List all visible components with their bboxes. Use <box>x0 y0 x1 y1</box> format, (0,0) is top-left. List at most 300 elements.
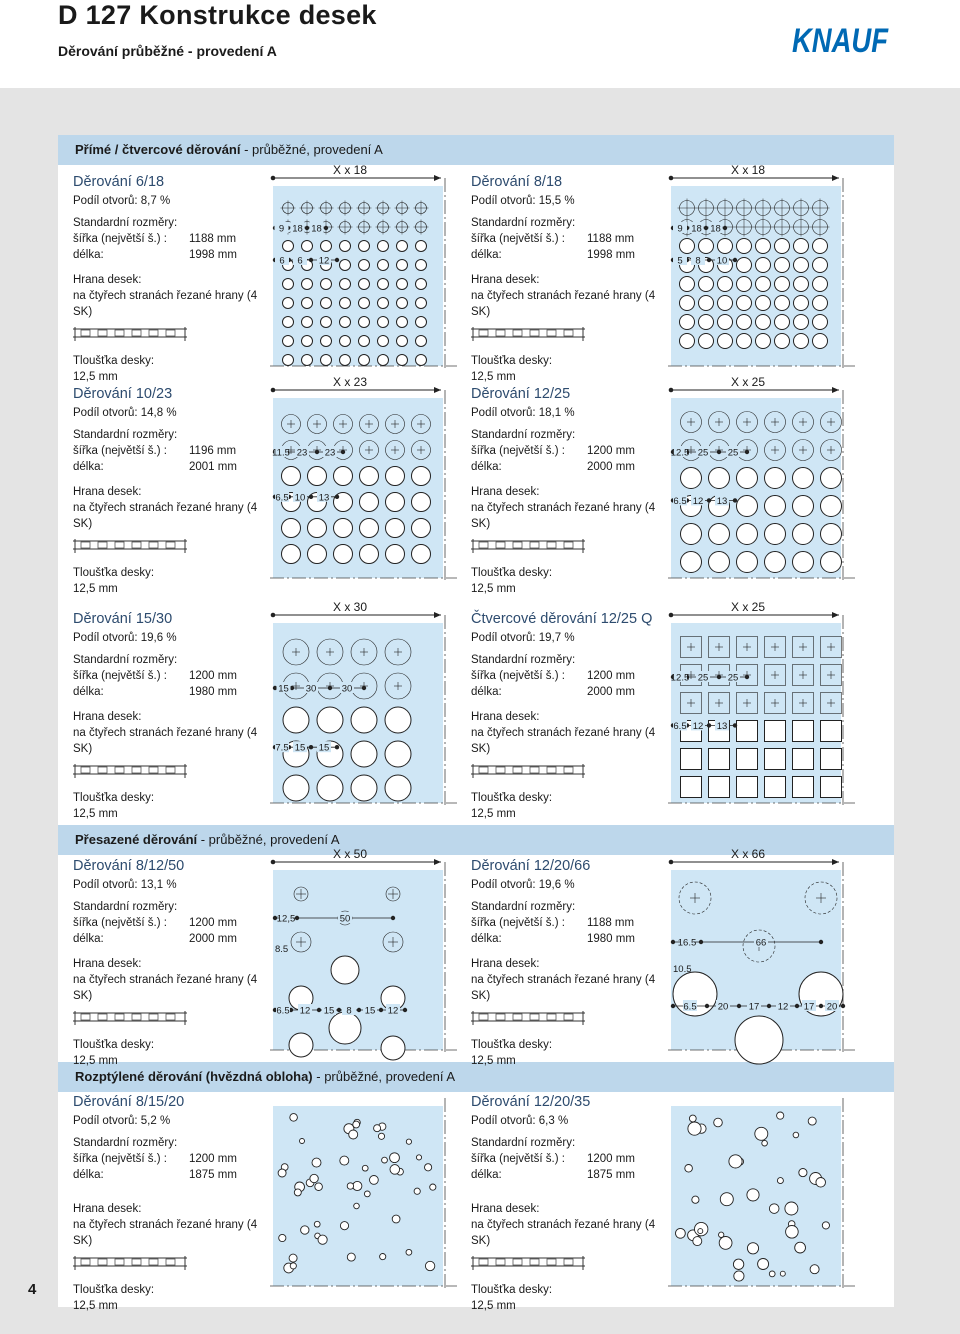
hole <box>283 336 294 347</box>
hole <box>289 1033 313 1057</box>
x-label: X x 66 <box>731 847 766 861</box>
width-label: šířka (největší š.) : <box>73 917 167 929</box>
square-hole <box>821 777 842 798</box>
hole <box>283 279 294 290</box>
hole <box>321 298 332 309</box>
scatter-hole <box>347 1253 355 1261</box>
hole <box>775 315 790 330</box>
dim-label: 8 <box>346 1005 352 1017</box>
hole <box>756 239 771 254</box>
standard-dimensions-label: Standardní rozměry: <box>73 654 178 666</box>
dim-label: 18 <box>311 223 322 235</box>
hole <box>282 467 301 486</box>
edge-label: Hrana desek: <box>471 486 540 498</box>
hole <box>378 355 389 366</box>
hole <box>813 239 828 254</box>
spacer <box>73 1183 263 1201</box>
scatter-hole <box>430 1184 436 1190</box>
hole <box>680 334 695 349</box>
hole <box>321 317 332 328</box>
hole <box>737 239 752 254</box>
section-title: Přímé / čtvercové děrování <box>75 142 241 157</box>
length-row <box>471 1167 661 1183</box>
arrow-dot <box>271 613 276 618</box>
length-label: délka: <box>73 461 104 473</box>
section-rest: - průběžné, provedení A <box>312 1069 456 1084</box>
hole <box>386 545 405 564</box>
dim-label: 12 <box>387 1005 399 1017</box>
length-label: délka: <box>471 933 502 945</box>
hole <box>340 298 351 309</box>
scatter-hole <box>795 1242 806 1253</box>
hole <box>737 552 758 573</box>
perforation-name: Děrování 12/20/66 <box>471 858 591 874</box>
hole <box>737 277 752 292</box>
edge-profile-icon <box>471 1010 585 1026</box>
length-label: délka: <box>73 1169 104 1181</box>
hole <box>699 315 714 330</box>
scatter-hole <box>301 1226 309 1234</box>
hole <box>765 468 786 489</box>
length-value: 1998 mm <box>587 249 635 261</box>
section-bar-straight <box>58 135 894 165</box>
hole <box>775 296 790 311</box>
hole <box>794 334 809 349</box>
hole <box>709 524 730 545</box>
standard-dimensions-label: Standardní rozměry: <box>471 901 576 913</box>
length-row <box>73 459 263 475</box>
length-row <box>73 247 263 263</box>
arrow-dot <box>669 613 674 618</box>
scatter-hole <box>353 1181 362 1190</box>
hole <box>756 296 771 311</box>
arrow-head <box>832 175 839 181</box>
perforation-svg <box>268 600 478 805</box>
scatter-hole <box>390 1153 400 1163</box>
block-text <box>73 852 263 1069</box>
hole <box>340 317 351 328</box>
hole <box>386 467 405 486</box>
scatter-hole <box>816 1178 826 1188</box>
scatter-hole <box>780 1271 785 1276</box>
length-value: 2001 mm <box>189 461 237 473</box>
spacer <box>73 947 263 956</box>
width-value: 1200 mm <box>587 670 635 682</box>
perforation-block <box>58 600 478 820</box>
hole-share: Podíl otvorů: 8,7 % <box>73 195 171 207</box>
length-value: 1980 mm <box>189 686 237 698</box>
scatter-hole <box>734 1271 744 1281</box>
width-label: šířka (největší š.) : <box>471 445 565 457</box>
square-hole <box>821 721 842 742</box>
x-label: X x 50 <box>333 847 368 861</box>
dim-label: 12 <box>692 720 704 732</box>
scatter-hole <box>714 1118 723 1127</box>
width-label: šířka (největší š.) : <box>73 233 167 245</box>
dim-label: 15 <box>294 742 306 754</box>
hole <box>794 315 809 330</box>
arrow-head <box>434 387 441 393</box>
scatter-hole <box>290 1114 298 1122</box>
dim-label: 30 <box>305 683 317 695</box>
thickness-value: 12,5 mm <box>73 583 118 595</box>
dim-label: 13 <box>716 720 728 732</box>
perforation-drawing <box>268 600 478 805</box>
edge-description: na čtyřech stranách řezané hrany (4 SK) <box>471 502 656 530</box>
page-number: 4 <box>28 1281 37 1298</box>
spacer <box>471 475 661 484</box>
block-text <box>73 380 263 597</box>
width-label: šířka (největší š.) : <box>471 233 565 245</box>
perforation-svg <box>666 163 876 368</box>
scatter-hole <box>314 1221 320 1227</box>
hole <box>813 334 828 349</box>
width-row <box>73 915 263 931</box>
dim-label: 17 <box>803 1001 815 1013</box>
scatter-hole <box>290 1263 296 1269</box>
scatter-hole <box>318 1235 327 1244</box>
hole <box>821 496 842 517</box>
thickness-label: Tloušťka desky: <box>471 355 553 367</box>
length-row <box>471 684 661 700</box>
perforation-svg <box>666 375 876 580</box>
dim-label: 12,5 <box>276 913 296 925</box>
hole <box>416 298 427 309</box>
hole <box>359 336 370 347</box>
edge-description: na čtyřech stranách řezané hrany (4 SK) <box>471 290 656 318</box>
perforation-drawing <box>268 1088 478 1288</box>
hole <box>385 775 411 801</box>
hole <box>397 355 408 366</box>
standard-dimensions-label: Standardní rozměry: <box>471 217 576 229</box>
thickness-label: Tloušťka desky: <box>73 792 155 804</box>
length-value: 1875 mm <box>587 1169 635 1181</box>
perforation-block <box>456 375 876 595</box>
thickness-value: 12,5 mm <box>471 1055 516 1067</box>
dim-label: 13 <box>716 495 728 507</box>
dim-label: 6.5 <box>673 495 687 507</box>
thickness-value: 12,5 mm <box>73 1300 118 1312</box>
length-value: 2000 mm <box>587 686 635 698</box>
spacer <box>471 947 661 956</box>
hole <box>340 336 351 347</box>
perforation-name: Děrování 6/18 <box>73 174 165 190</box>
dim-label: 7.5 <box>275 742 289 754</box>
length-row <box>471 459 661 475</box>
length-label: délka: <box>471 1169 502 1181</box>
hole <box>385 707 411 733</box>
knauf-logo <box>790 6 892 66</box>
hole <box>765 524 786 545</box>
hole <box>397 260 408 271</box>
hole <box>283 298 294 309</box>
scatter-hole <box>425 1261 434 1270</box>
hole-share: Podíl otvorů: 6,3 % <box>471 1115 569 1127</box>
hole <box>765 552 786 573</box>
hole <box>334 545 353 564</box>
perforation-drawing <box>666 600 876 805</box>
hole <box>813 258 828 273</box>
edge-profile-icon <box>471 326 585 342</box>
thickness-label: Tloušťka desky: <box>471 792 553 804</box>
section-title: Rozptýlené děrování (hvězdná obloha) <box>75 1069 313 1084</box>
edge-label: Hrana desek: <box>73 274 142 286</box>
hole <box>794 277 809 292</box>
hole <box>794 258 809 273</box>
hole <box>360 545 379 564</box>
arrow-head <box>832 612 839 618</box>
hole <box>735 1016 783 1064</box>
hole <box>793 468 814 489</box>
dim-label: 10 <box>294 492 306 504</box>
dim-label: 25 <box>697 447 709 459</box>
arrow-dot <box>271 860 276 865</box>
hole <box>351 741 377 767</box>
edge-profile-icon <box>471 763 585 779</box>
block-text <box>73 605 263 822</box>
perforation-block <box>456 847 876 1067</box>
scatter-hole <box>382 1157 388 1163</box>
hole <box>340 355 351 366</box>
perforation-block <box>456 1088 876 1312</box>
hole <box>359 298 370 309</box>
scatter-hole <box>425 1164 432 1171</box>
perforation-drawing <box>268 375 478 580</box>
section-bar-offset <box>58 825 894 855</box>
edge-profile-icon <box>73 538 187 554</box>
hole <box>397 241 408 252</box>
scatter-hole <box>810 1265 819 1274</box>
scatter-hole <box>769 1271 775 1277</box>
hole-share: Podíl otvorů: 18,1 % <box>471 407 575 419</box>
edge-label: Hrana desek: <box>471 958 540 970</box>
scatter-hole <box>720 1193 733 1206</box>
width-value: 1188 mm <box>587 233 635 245</box>
hole <box>718 239 733 254</box>
block-text <box>73 1088 263 1314</box>
perforation-svg <box>268 847 478 1052</box>
hole <box>351 707 377 733</box>
section-rest: - průběžné, provedení A <box>240 142 383 157</box>
hole <box>756 258 771 273</box>
hole <box>416 279 427 290</box>
square-hole <box>793 777 814 798</box>
length-value: 1998 mm <box>189 249 237 261</box>
scatter-hole <box>698 1229 703 1234</box>
hole <box>317 707 343 733</box>
perforation-name: Děrování 12/20/35 <box>471 1094 591 1110</box>
scatter-hole <box>747 1189 759 1201</box>
hole <box>378 298 389 309</box>
square-hole <box>737 749 758 770</box>
scatter-hole <box>719 1232 724 1237</box>
perforation-name: Děrování 12/25 <box>471 386 571 402</box>
perforation-block <box>456 600 876 820</box>
scatter-hole <box>693 1237 702 1246</box>
hole <box>737 315 752 330</box>
block-text <box>471 605 661 822</box>
hole <box>680 296 695 311</box>
scatter-hole <box>688 1122 701 1135</box>
hole <box>282 545 301 564</box>
scatter-hole <box>349 1130 358 1139</box>
length-row <box>471 247 661 263</box>
dim-label: 20 <box>826 1001 838 1013</box>
standard-dimensions-label: Standardní rozměry: <box>73 901 178 913</box>
length-label: délka: <box>73 933 104 945</box>
hole <box>321 279 332 290</box>
perforation-drawing <box>666 375 876 580</box>
length-row <box>471 931 661 947</box>
hole <box>412 545 431 564</box>
hole <box>359 241 370 252</box>
hole <box>340 279 351 290</box>
hole <box>737 496 758 517</box>
perforation-block <box>58 1088 478 1312</box>
dim-label: 15 <box>278 683 289 695</box>
square-hole <box>709 749 730 770</box>
hole <box>699 334 714 349</box>
hole <box>775 239 790 254</box>
scatter-hole <box>719 1237 732 1250</box>
dim-label: 18 <box>292 223 303 235</box>
hole <box>351 775 377 801</box>
thickness-label: Tloušťka desky: <box>471 567 553 579</box>
logo-text: KNAUF <box>792 22 889 60</box>
perforation-name: Děrování 8/15/20 <box>73 1094 185 1110</box>
width-value: 1200 mm <box>189 670 237 682</box>
width-label: šířka (největší š.) : <box>73 445 167 457</box>
scatter-hole <box>689 1115 696 1122</box>
dim-label: 6.5 <box>683 1001 697 1013</box>
dim-label: 30 <box>341 683 353 695</box>
hole <box>360 467 379 486</box>
width-value: 1196 mm <box>189 445 237 457</box>
perforation-svg <box>268 1088 478 1288</box>
hole <box>680 239 695 254</box>
hole <box>381 1036 405 1060</box>
square-hole <box>737 777 758 798</box>
hole-share: Podíl otvorů: 13,1 % <box>73 879 177 891</box>
dim-label: 9 <box>278 223 285 235</box>
width-row <box>73 668 263 684</box>
scatter-hole <box>406 1139 411 1144</box>
x-label: X x 30 <box>333 600 368 614</box>
scatter-hole <box>777 1112 784 1119</box>
hole <box>765 496 786 517</box>
hole <box>681 552 702 573</box>
hole <box>737 258 752 273</box>
length-value: 2000 mm <box>189 933 237 945</box>
scatter-hole <box>762 1140 768 1146</box>
width-row <box>471 915 661 931</box>
hole <box>308 467 327 486</box>
arrow-dot <box>669 388 674 393</box>
dim-label: 6 <box>279 255 285 267</box>
scatter-hole <box>785 1202 798 1215</box>
dim-label: 10.5 <box>673 964 692 975</box>
dim-label: 25 <box>697 672 709 684</box>
perforation-block <box>58 375 478 595</box>
hole <box>821 524 842 545</box>
thickness-value: 12,5 mm <box>471 1300 516 1312</box>
hole <box>680 277 695 292</box>
section-rest: - průběžné, provedení A <box>197 832 340 847</box>
scatter-hole <box>279 1234 286 1241</box>
hole <box>718 334 733 349</box>
scatter-hole <box>692 1196 699 1203</box>
x-label: X x 23 <box>333 375 368 389</box>
edge-label: Hrana desek: <box>73 711 142 723</box>
width-row <box>73 1151 263 1167</box>
edge-label: Hrana desek: <box>73 1203 142 1215</box>
hole <box>416 260 427 271</box>
dim-label: 12.5 <box>670 447 690 459</box>
scatter-hole <box>769 1204 779 1214</box>
x-label: X x 25 <box>731 600 766 614</box>
hole <box>308 519 327 538</box>
dim-label: 6 <box>297 255 303 267</box>
edge-description: na čtyřech stranách řezané hrany (4 SK) <box>73 727 258 755</box>
scatter-hole <box>392 1215 400 1223</box>
block-text <box>471 852 661 1069</box>
hole <box>718 315 733 330</box>
dim-label: 12 <box>299 1005 311 1017</box>
width-row <box>73 231 263 247</box>
scatter-hole <box>312 1158 321 1167</box>
standard-dimensions-label: Standardní rozměry: <box>471 654 576 666</box>
width-value: 1200 mm <box>189 1153 237 1165</box>
dim-label: 23 <box>324 447 336 459</box>
hole <box>302 279 313 290</box>
hole <box>794 239 809 254</box>
hole <box>416 317 427 328</box>
length-row <box>73 1167 263 1183</box>
thickness-value: 12,5 mm <box>73 1055 118 1067</box>
scatter-hole <box>378 1133 384 1139</box>
hole <box>317 775 343 801</box>
scatter-hole <box>374 1125 381 1132</box>
dim-label: 6.5 <box>276 1005 290 1017</box>
dim-label: 10 <box>716 255 728 267</box>
spacer <box>471 700 661 709</box>
dim-label: 15 <box>323 1005 335 1017</box>
hole <box>378 279 389 290</box>
panel-background <box>671 398 841 578</box>
hole <box>813 315 828 330</box>
dim-label: 12 <box>777 1001 789 1013</box>
x-label: X x 25 <box>731 375 766 389</box>
section-title: Přesazené děrování <box>75 832 198 847</box>
spacer <box>73 263 263 272</box>
hole <box>321 355 332 366</box>
hole <box>308 545 327 564</box>
length-row <box>73 684 263 700</box>
hole <box>334 467 353 486</box>
square-hole <box>709 777 730 798</box>
edge-label: Hrana desek: <box>471 1203 540 1215</box>
length-label: délka: <box>73 249 104 261</box>
hole <box>775 334 790 349</box>
hole <box>793 524 814 545</box>
scatter-hole <box>300 1139 305 1144</box>
scatter-hole <box>370 1176 379 1185</box>
x-label: X x 18 <box>333 163 368 177</box>
hole <box>793 496 814 517</box>
arrow-head <box>832 387 839 393</box>
hole <box>412 519 431 538</box>
page-title: D 127 Konstrukce desek <box>58 0 377 30</box>
